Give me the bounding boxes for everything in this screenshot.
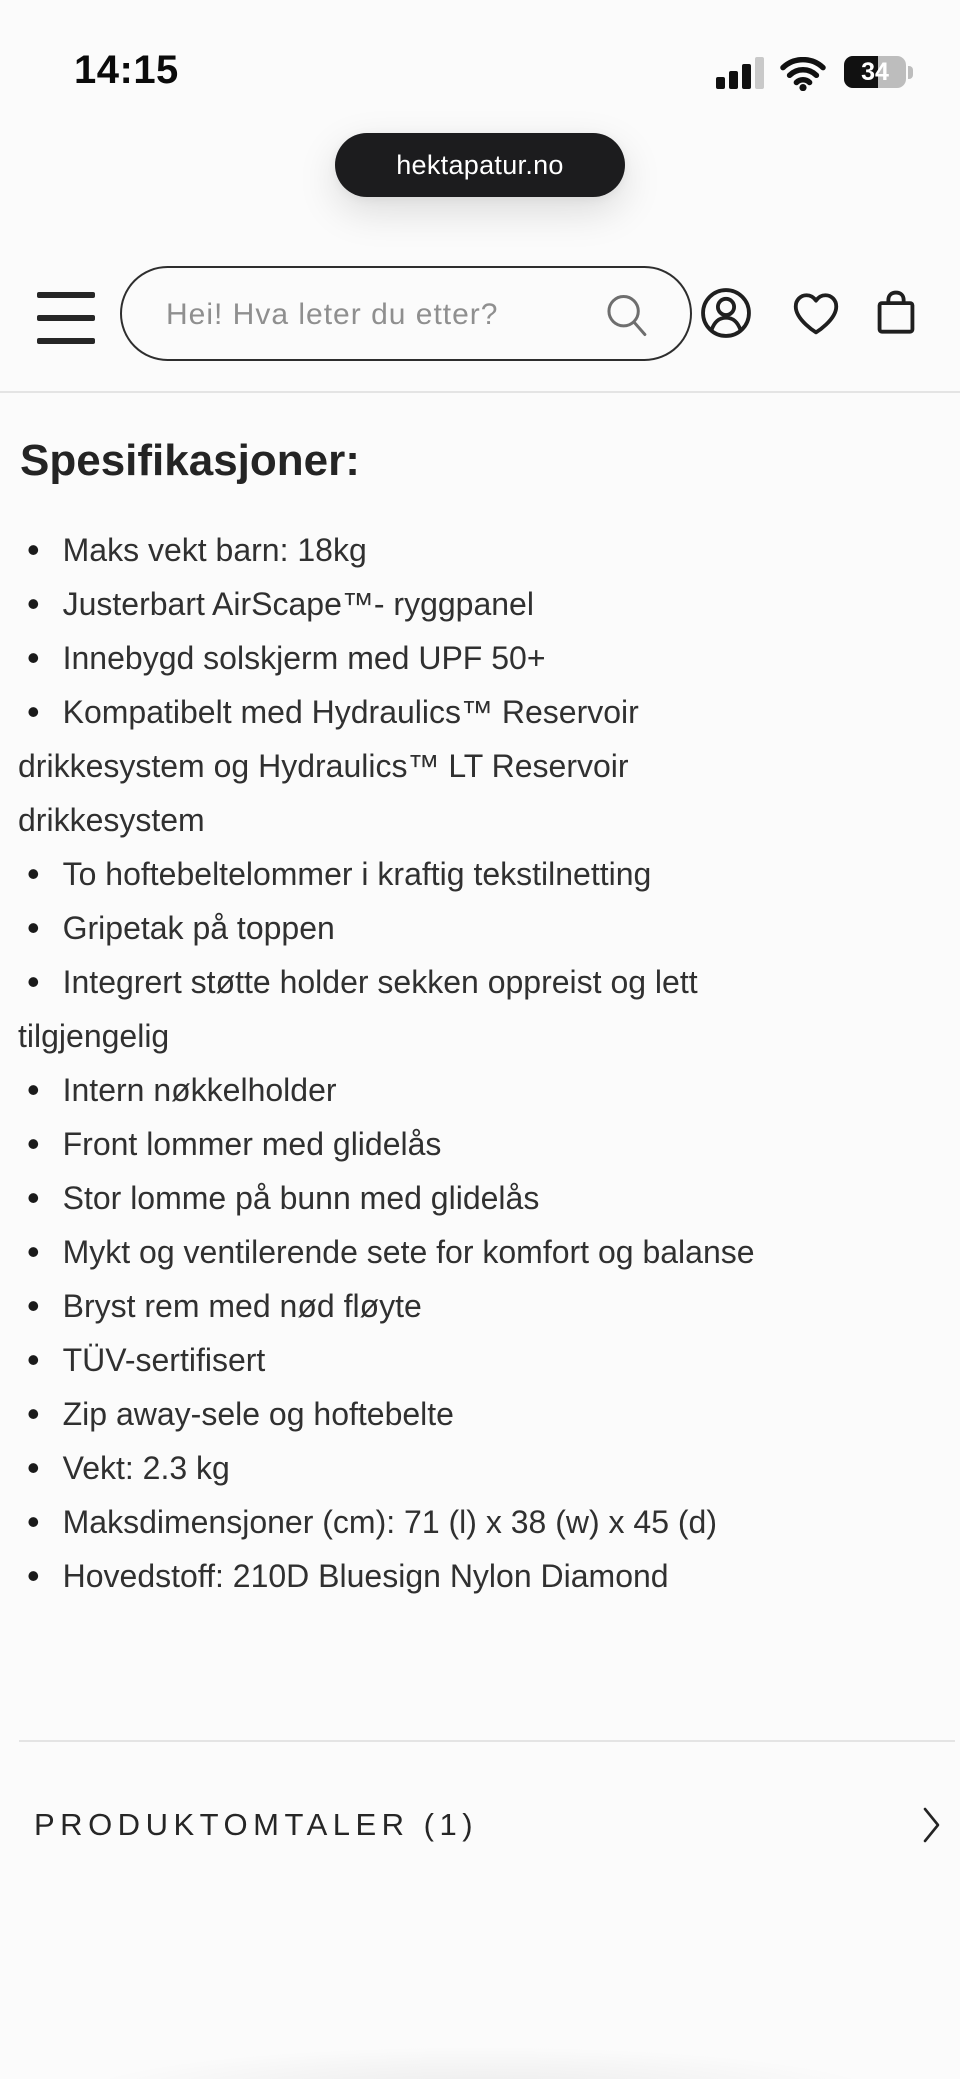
spec-item-text: TÜV-sertifisert (62, 1342, 266, 1378)
bullet-icon: • (27, 1123, 40, 1164)
spec-item-text: To hoftebeltelommer i kraftig tekstilnetting (62, 856, 652, 892)
bag-icon (869, 286, 923, 340)
bullet-icon: • (27, 1447, 40, 1488)
spec-list (18, 523, 936, 1603)
bullet-icon: • (27, 1231, 40, 1272)
spec-item-text: Stor lomme på bunn med glidelås (62, 1180, 540, 1216)
hamburger-icon (37, 338, 95, 344)
spec-item-text: Vekt: 2.3 kg (62, 1450, 230, 1486)
spec-item-text: Mykt og ventilerende sete for komfort og balanse (62, 1234, 755, 1270)
wifi-icon (780, 57, 826, 91)
bullet-icon: • (27, 529, 40, 570)
reviews-accordion[interactable] (34, 1796, 942, 1854)
bullet-icon: • (27, 637, 40, 678)
bullet-icon: • (27, 1069, 40, 1110)
battery-percent: 34 (861, 57, 889, 86)
bullet-icon: • (27, 853, 40, 894)
bullet-icon: • (27, 907, 40, 948)
url-domain: hektapatur.no (396, 149, 564, 180)
spec-item-text: Maksdimensjoner (cm): 71 (l) x 38 (w) x 45 (d) (62, 1504, 717, 1540)
spec-item-text: Maks vekt barn: 18kg (62, 532, 367, 568)
reviews-divider (19, 1740, 955, 1742)
bullet-icon: • (27, 1339, 40, 1380)
spec-item-text: Hovedstoff: 210D Bluesign Nylon Diamond (62, 1558, 669, 1594)
spec-item-text: Kompatibelt med Hydraulics™ Reservoir drikkesystem og Hydraulics™ LT Reservoir drikkesystem (18, 694, 639, 838)
search-box[interactable] (120, 266, 692, 361)
spec-item-text: Gripetak på toppen (62, 910, 335, 946)
bullet-icon: • (27, 1177, 40, 1218)
bullet-icon: • (27, 691, 40, 732)
spec-item (18, 1225, 936, 1279)
spec-item (18, 901, 936, 955)
spec-item (18, 1333, 936, 1387)
url-pill[interactable] (335, 133, 625, 197)
bullet-icon: • (27, 1555, 40, 1596)
bottom-shadow (0, 2031, 960, 2079)
spec-item-text: Intern nøkkelholder (62, 1072, 337, 1108)
bullet-icon: • (27, 961, 40, 1002)
spec-item (18, 577, 936, 631)
battery-icon (844, 56, 906, 88)
chevron-right-icon (922, 1806, 942, 1844)
bullet-icon: • (27, 1285, 40, 1326)
spec-item-text: Bryst rem med nød fløyte (62, 1288, 422, 1324)
spec-item-text: Front lommer med glidelås (62, 1126, 442, 1162)
menu-button[interactable] (37, 292, 95, 344)
spec-item (18, 1441, 936, 1495)
spec-item (18, 955, 788, 1063)
magnifier-icon (604, 292, 650, 339)
reviews-label: PRODUKTOMTALER (1) (34, 1807, 479, 1842)
product-specs-section (0, 391, 960, 1603)
wishlist-button[interactable] (789, 286, 843, 340)
spec-item (18, 685, 738, 847)
status-time: 14:15 (74, 48, 179, 92)
hamburger-icon (37, 292, 95, 298)
battery-cap (908, 66, 913, 79)
spec-item-text: Integrert støtte holder sekken oppreist og lett tilgjengelig (18, 964, 698, 1054)
bullet-icon: • (27, 583, 40, 624)
spec-item (18, 631, 936, 685)
spec-item (18, 847, 936, 901)
spec-item (18, 1117, 936, 1171)
spec-item-text: Zip away-sele og hoftebelte (62, 1396, 454, 1432)
specs-heading: Spesifikasjoner: (20, 436, 360, 485)
spec-item (18, 1387, 936, 1441)
spec-item (18, 1495, 936, 1549)
spec-item-text: Innebygd solskjerm med UPF 50+ (62, 640, 546, 676)
hamburger-icon (37, 315, 95, 321)
search-input[interactable] (164, 268, 598, 361)
spec-item (18, 1171, 936, 1225)
spec-item (18, 1063, 936, 1117)
bullet-icon: • (27, 1393, 40, 1434)
spec-item (18, 1279, 936, 1333)
cellular-signal-icon (716, 56, 768, 89)
person-icon (699, 286, 753, 340)
bullet-icon: • (27, 1501, 40, 1542)
cart-button[interactable] (869, 286, 923, 340)
spec-item-text: Justerbart AirScape™- ryggpanel (62, 586, 534, 622)
heart-icon (789, 286, 843, 340)
account-button[interactable] (699, 286, 753, 340)
spec-item (18, 1549, 936, 1603)
spec-item (18, 523, 936, 577)
